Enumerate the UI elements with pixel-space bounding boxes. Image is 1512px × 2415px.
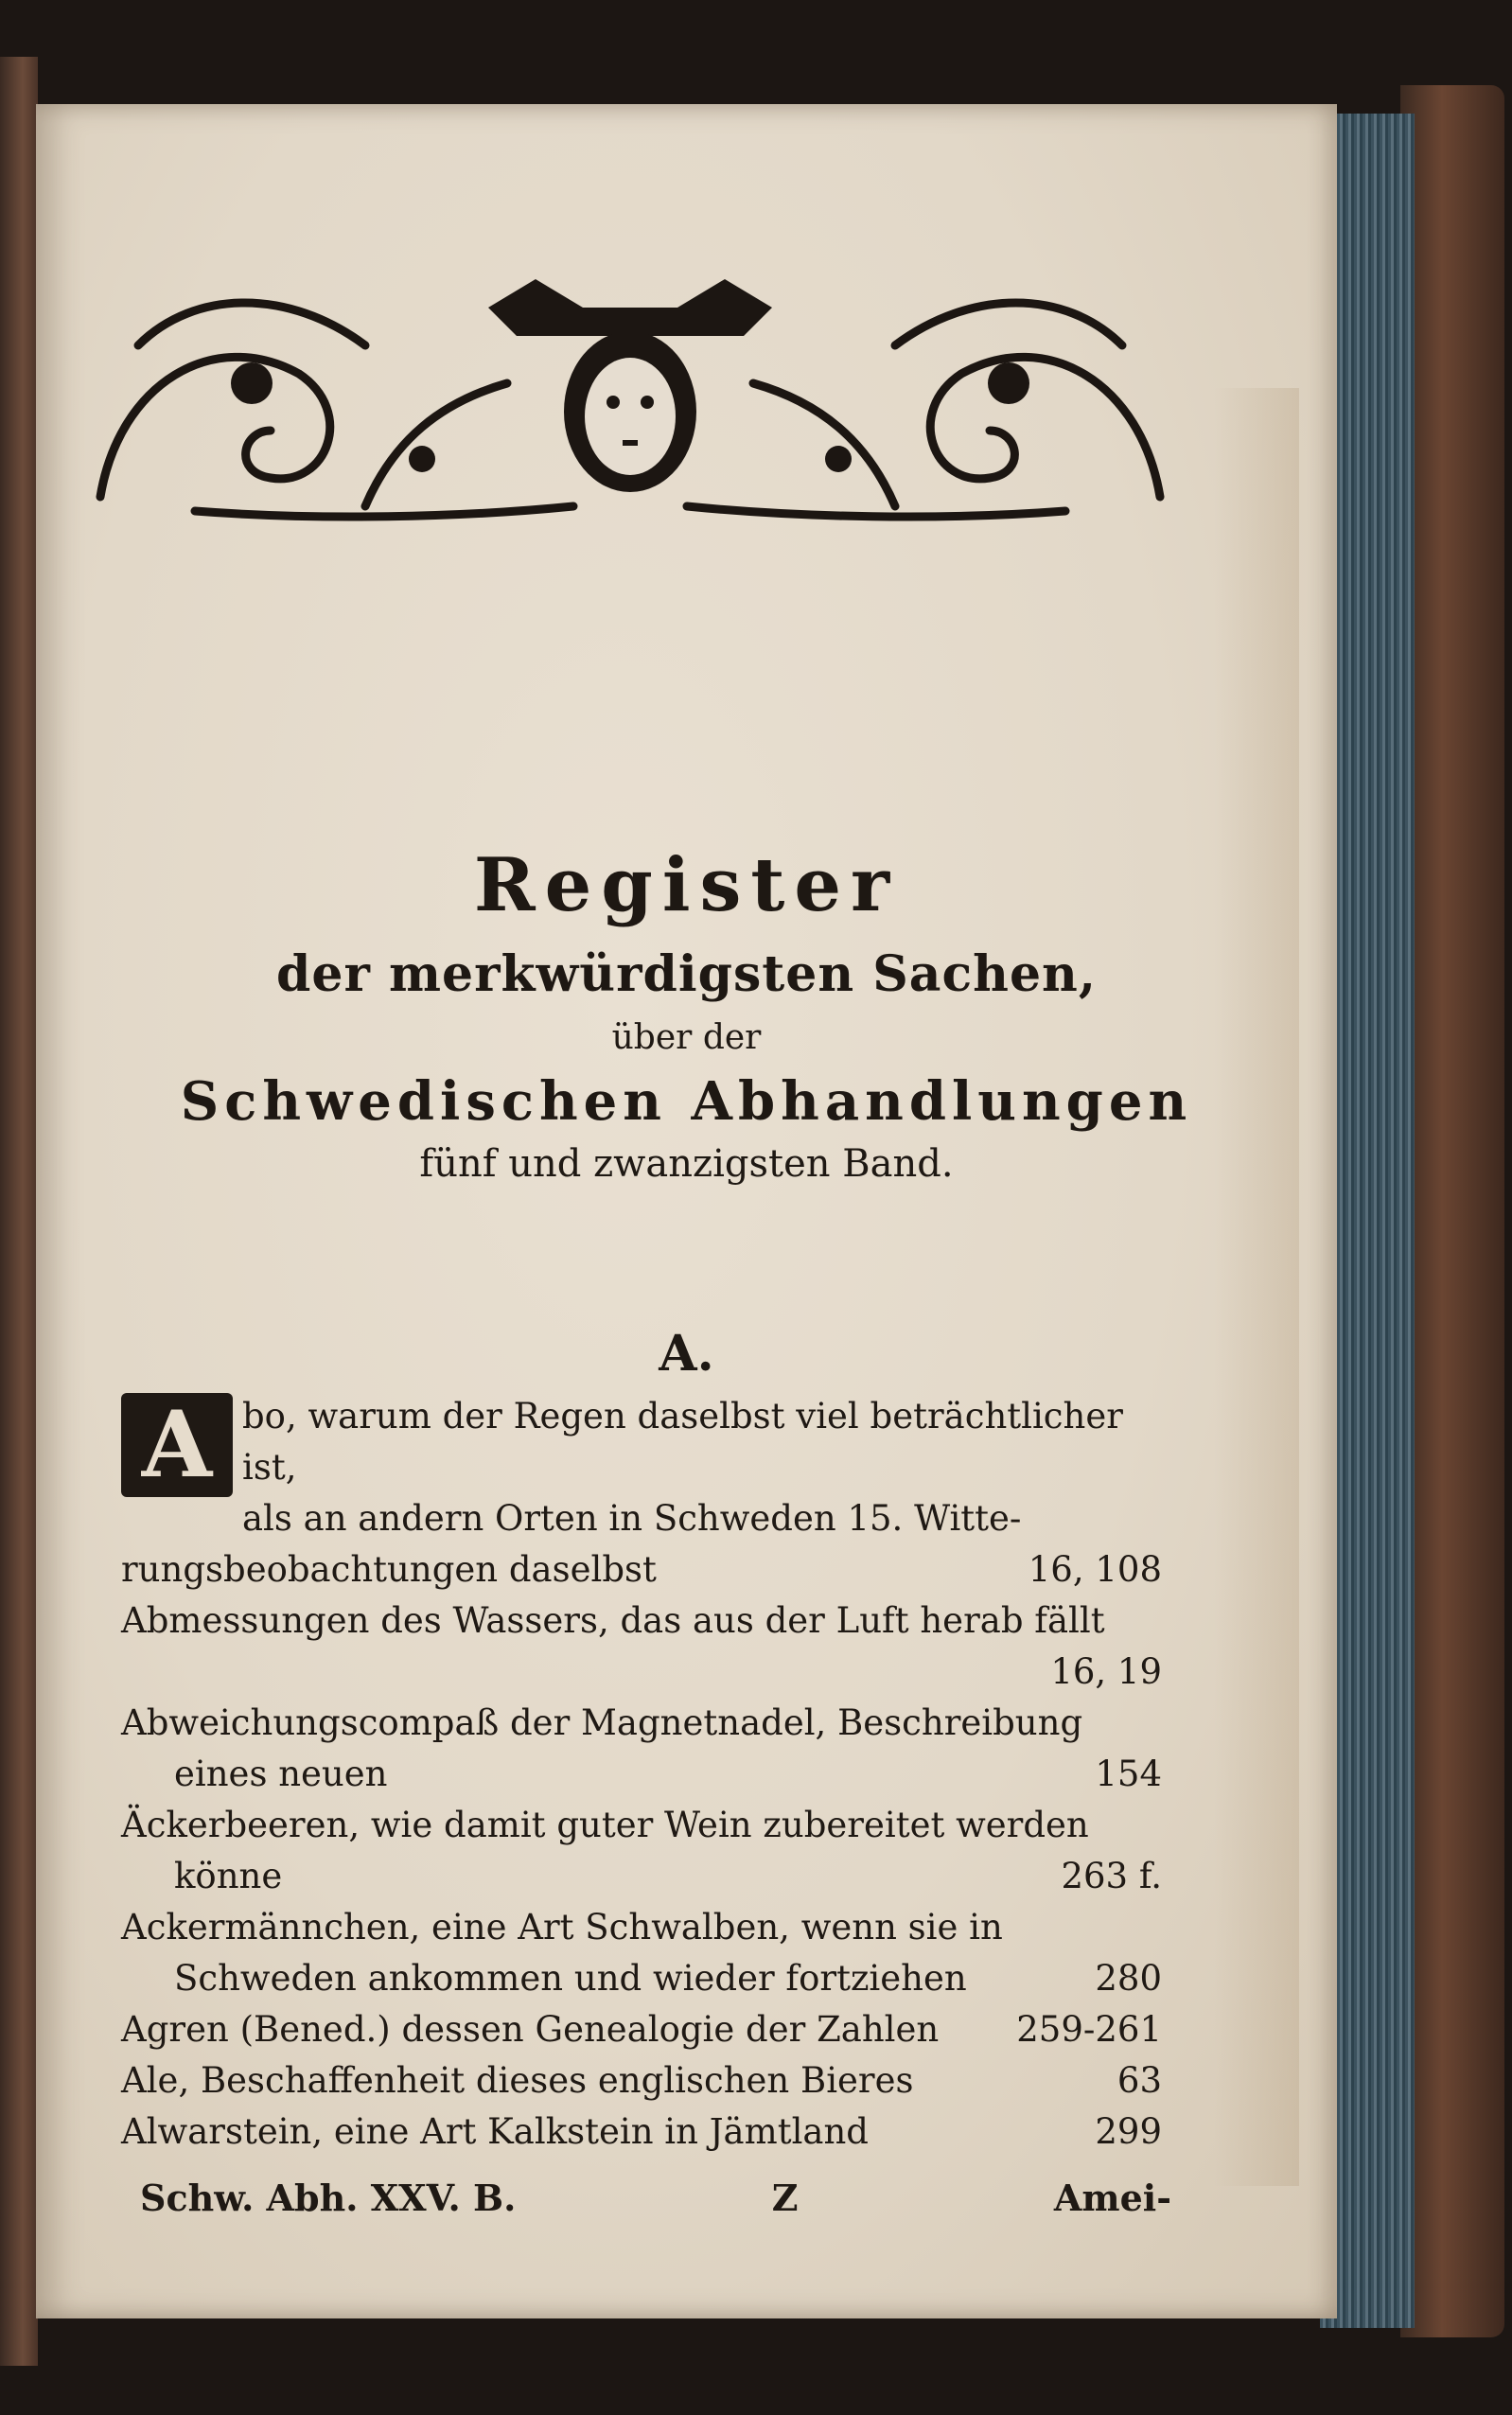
- page-stain: [1214, 388, 1299, 2186]
- gathering-mark: Z: [771, 2177, 799, 2219]
- title-line-3: Schwedischen Abhandlungen: [180, 1070, 1193, 1133]
- entry-pages: 16, 108: [1028, 1549, 1162, 1590]
- book-page: [36, 104, 1337, 2318]
- title-line-4: fünf und zwanzigsten Band.: [419, 1142, 954, 1186]
- entry-text: bo, warum der Regen daselbst viel beträchtlicher ist,: [242, 1396, 1123, 1488]
- index-entry: [121, 2055, 1162, 2107]
- entry-continuation: als an andern Orten in Schweden 15. Witte-: [242, 1498, 1022, 1539]
- title-line-1: der merkwürdigsten Sachen,: [276, 945, 1097, 1003]
- entry-pages: 280: [1095, 1958, 1162, 1999]
- entry-pages: 154: [1095, 1754, 1162, 1794]
- index-entry: [121, 2004, 1162, 2055]
- catchword: Amei-: [1053, 2177, 1171, 2219]
- entry-pages: 263 f.: [1061, 1856, 1162, 1896]
- index-entry: [121, 1698, 1162, 1800]
- right-cover-board: [1400, 85, 1504, 2337]
- entry-pages: 299: [1095, 2111, 1162, 2152]
- index-entry: [121, 1800, 1162, 1902]
- entry-text: Abmessungen des Wassers, das aus der Luft herab fällt: [121, 1600, 1105, 1641]
- entry-continuation: Schweden ankommen und wieder fortziehen: [174, 1958, 967, 1999]
- entry-pages: 63: [1116, 2060, 1162, 2101]
- index-entries: [121, 1391, 1162, 2158]
- entry-continuation: könne: [174, 1856, 283, 1896]
- entry-text: Abweichungscompaß der Magnetnadel, Beschreibung: [121, 1702, 1083, 1743]
- entry-text: Alwarstein, eine Art Kalkstein in Jämtland: [121, 2111, 869, 2152]
- entry-text: Ackermännchen, eine Art Schwalben, wenn sie in: [121, 1907, 1003, 1948]
- entry-pages: 259-261: [1016, 2009, 1162, 2050]
- index-entry: [121, 1391, 1162, 1595]
- drop-cap: A: [121, 1393, 233, 1497]
- index-entry: [121, 1595, 1162, 1698]
- signature-line: Schw. Abh. XXV. B.: [140, 2177, 517, 2219]
- index-entry: [121, 2107, 1162, 2158]
- entry-text: Äckerbeeren, wie damit guter Wein zubereitet werden: [121, 1805, 1089, 1845]
- entry-continuation: eines neuen: [174, 1754, 388, 1794]
- entry-text: Ale, Beschaffenheit dieses englischen Bieres: [121, 2060, 914, 2101]
- entry-pages: 16, 19: [1050, 1651, 1162, 1692]
- title-main: Register: [473, 842, 900, 928]
- title-line-2: über der: [611, 1018, 762, 1057]
- headpiece-ornament: [81, 270, 1179, 525]
- left-binding: [0, 57, 38, 2366]
- title-block: [36, 842, 1337, 1186]
- section-letter: A.: [659, 1325, 714, 1383]
- entry-text: Agren (Bened.) dessen Genealogie der Zahlen: [121, 2009, 940, 2050]
- entry-continuation: rungsbeobachtungen daselbst: [121, 1549, 657, 1590]
- index-entry: [121, 1902, 1162, 2004]
- page-footer: [140, 2177, 1171, 2219]
